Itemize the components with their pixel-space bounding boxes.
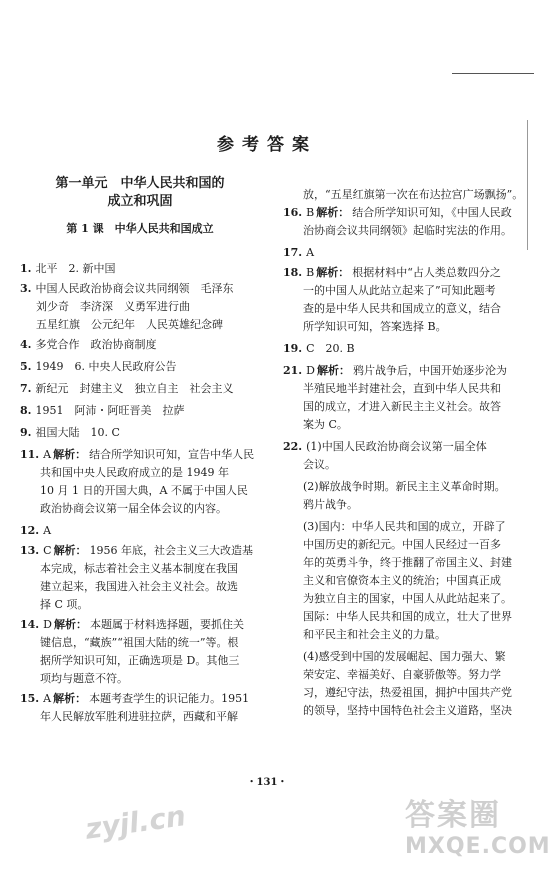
question-number: 8.: [20, 404, 32, 417]
question-number: 11.: [20, 448, 40, 461]
answer-text: 刘少奇 李济深 义勇军进行曲: [36, 300, 190, 313]
answer-line: [20, 448, 260, 462]
answer-text: A: [43, 524, 52, 537]
answer-line: [283, 206, 525, 220]
answer-letter: B: [306, 206, 315, 219]
answer-text: 半殖民地半封建社会，直到中华人民共和: [303, 382, 501, 395]
answer-text: 的领导，坚持中国特色社会主义道路，坚决: [303, 704, 512, 717]
answer-line: [20, 360, 260, 374]
answer-text: 键信息，“藏族”“祖国大陆的统一”等。根: [40, 636, 239, 649]
analysis-tag: 解析：: [316, 266, 350, 279]
analysis-text: 1956 年底，社会主义三大改造基: [89, 544, 254, 557]
answer-letter: D: [43, 618, 52, 631]
answer-text: (3)国内：中华人民共和国的成立，开辟了: [303, 520, 506, 533]
answer-text: 五星红旗 公元纪年 人民英雄纪念碑: [36, 318, 223, 331]
analysis-text: 本题考查学生的识记能力。1951: [89, 692, 250, 705]
answer-line: [20, 544, 260, 558]
answer-line: [36, 318, 276, 332]
answer-line: [303, 320, 545, 334]
answer-letter: C: [43, 544, 52, 557]
lesson-heading: 第 1 课 中华人民共和国成立: [66, 222, 214, 235]
answer-line: [20, 338, 260, 352]
answer-text: 一的中国人从此站立起来了”可知此题考: [303, 284, 496, 297]
answer-line: [303, 610, 545, 624]
question-number: 21.: [283, 364, 303, 377]
answer-line: [303, 628, 545, 642]
question-number: 19.: [283, 342, 303, 355]
question-number: 16.: [283, 206, 303, 219]
answer-line: [303, 418, 545, 432]
analysis-text: 结合所学知识可知，宣告中华人民: [89, 448, 255, 461]
answer-text: 治协商会议共同纲领》起临时宪法的作用。: [303, 224, 512, 237]
answer-line: [36, 300, 276, 314]
answer-text: 1951 阿沛・阿旺晋美 拉萨: [35, 404, 185, 417]
answer-text: 所学知识可知，答案选择 B。: [303, 320, 447, 333]
answer-line: [20, 618, 260, 632]
answer-line: [303, 650, 545, 664]
analysis-tag: 解析：: [53, 448, 87, 461]
answer-text: 荣安定、幸福美好、自豪骄傲等。努力学: [303, 668, 501, 681]
answer-line: [20, 426, 260, 440]
analysis-tag: 解析：: [53, 692, 87, 705]
answer-line: [303, 188, 545, 202]
answer-line: [303, 538, 545, 552]
watermark-left: zyjl.cn: [83, 799, 188, 846]
answer-letter: A: [43, 448, 52, 461]
answer-text: 放，“五星红旗第一次在布达拉宫广场飘扬”。: [303, 188, 524, 201]
answer-line: [303, 480, 545, 494]
answer-line: [303, 556, 545, 570]
answer-text: 和平民主和社会主义的力量。: [303, 628, 446, 641]
answer-text: 为独立自主的国家，中国人从此站起来了。: [303, 592, 512, 605]
analysis-tag: 解析：: [53, 618, 87, 631]
answer-text: 鸦片战争。: [303, 498, 358, 511]
answer-text: A: [306, 246, 315, 259]
analysis-text: 鸦片战争后，中国开始逐步沦为: [352, 364, 507, 377]
answer-text: 共和国中央人民政府成立的是 1949 年: [40, 466, 229, 479]
answer-line: [303, 520, 545, 534]
answer-text: 据所学知识可知，正确选项是 D。其他三: [40, 654, 240, 667]
answer-text: 主义和官僚资本主义的统治；中国真正成: [303, 574, 501, 587]
answer-line: [283, 342, 525, 356]
answer-text: 年的英勇斗争，终于推翻了帝国主义、封建: [303, 556, 512, 569]
analysis-text: 本题属于材料选择题，要抓住关: [89, 618, 244, 631]
answer-line: [40, 710, 280, 724]
analysis-text: 根据材料中“占人类总数四分之: [352, 266, 501, 279]
answer-line: [40, 636, 280, 650]
question-number: 4.: [20, 338, 32, 351]
analysis-tag: 解析：: [316, 206, 350, 219]
answer-line: [20, 262, 260, 276]
question-number: 1.: [20, 262, 32, 275]
answer-line: [40, 502, 280, 516]
question-number: 12.: [20, 524, 40, 537]
answer-text: (2)解放战争时期。新民主主义革命时期。: [303, 480, 506, 493]
analysis-text: 结合所学知识可知，《中国人民政: [352, 206, 512, 219]
answer-line: [40, 562, 280, 576]
page-title: 参考答案: [217, 135, 317, 155]
answer-text: 建立起来，我国进入社会主义社会。故选: [40, 580, 238, 593]
answer-line: [303, 400, 545, 414]
answer-line: [303, 498, 545, 512]
analysis-tag: 解析：: [53, 544, 87, 557]
answer-text: (1)中国人民政治协商会议第一届全体: [306, 440, 487, 453]
question-number: 22.: [283, 440, 303, 453]
page-number: ・131・: [246, 777, 288, 788]
answer-text: 择 C 项。: [40, 598, 89, 611]
answer-line: [20, 524, 260, 538]
answer-line: [303, 668, 545, 682]
answer-text: 政治协商会议第一届全体会议的内容。: [40, 502, 227, 515]
answer-line: [40, 672, 280, 686]
answer-text: 国际：中华人民共和国的成立，壮大了世界: [303, 610, 512, 623]
answer-text: 国的成立，才进入新民主主义社会。故答: [303, 400, 501, 413]
answer-line: [40, 466, 280, 480]
answer-text: 习，遵纪守法，热爱祖国，拥护中国共产党: [303, 686, 512, 699]
answer-line: [303, 302, 545, 316]
answer-line: [40, 484, 280, 498]
watermark-right-top: 答案圈: [405, 798, 501, 833]
unit-heading-line-1: 第一单元 中华人民共和国的: [55, 176, 225, 191]
answer-line: [303, 382, 545, 396]
answer-line: [303, 458, 545, 472]
question-number: 9.: [20, 426, 32, 439]
answer-line: [283, 266, 525, 280]
answer-text: 中国人民政治协商会议共同纲领 毛泽东: [35, 282, 234, 295]
answer-text: 项均与题意不符。: [40, 672, 128, 685]
watermark-right-bottom: MXQE.COM: [405, 834, 551, 859]
watermark-right: [405, 790, 551, 859]
analysis-tag: 解析：: [316, 364, 350, 377]
question-number: 18.: [283, 266, 303, 279]
question-number: 3.: [20, 282, 32, 295]
answer-line: [303, 686, 545, 700]
answer-text: 多党合作 政治协商制度: [35, 338, 157, 351]
question-number: 7.: [20, 382, 32, 395]
question-number: 17.: [283, 246, 303, 259]
answer-text: 1949 6. 中央人民政府公告: [35, 360, 177, 373]
answer-line: [283, 440, 525, 454]
answer-line: [20, 692, 260, 706]
answer-line: [40, 654, 280, 668]
answer-text: 本完成，标志着社会主义基本制度在我国: [40, 562, 238, 575]
answer-line: [283, 364, 525, 378]
answer-text: 年人民解放军胜利进驻拉萨，西藏和平解: [40, 710, 238, 723]
answer-text: 新纪元 封建主义 独立自主 社会主义: [35, 382, 234, 395]
question-number: 15.: [20, 692, 40, 705]
answer-text: (4)感受到中国的发展崛起、国力强大、繁: [303, 650, 506, 663]
answer-line: [303, 284, 545, 298]
answer-line: [20, 282, 260, 296]
question-number: 14.: [20, 618, 40, 631]
top-rule: [452, 73, 534, 74]
answer-text: 中国历史的新纪元。中国人民经过一百多: [303, 538, 501, 551]
answer-text: 祖国大陆 10. C: [35, 426, 120, 439]
answer-line: [303, 224, 545, 238]
question-number: 5.: [20, 360, 32, 373]
answer-text: 查的是中华人民共和国成立的意义，结合: [303, 302, 501, 315]
answer-line: [303, 592, 545, 606]
unit-heading-line-2: 成立和巩固: [107, 194, 173, 209]
answer-text: 会议。: [303, 458, 336, 471]
answer-line: [40, 598, 280, 612]
answer-line: [40, 580, 280, 594]
answer-line: [283, 246, 525, 260]
answer-text: C 20. B: [306, 342, 355, 355]
answer-line: [20, 404, 260, 418]
answer-letter: A: [43, 692, 52, 705]
answer-letter: B: [306, 266, 315, 279]
question-number: 13.: [20, 544, 40, 557]
answer-line: [303, 574, 545, 588]
answer-line: [20, 382, 260, 396]
answer-line: [303, 704, 545, 718]
answer-text: 案为 C。: [303, 418, 348, 431]
answer-text: 10 月 1 日的开国大典，A 不属于中国人民: [40, 484, 248, 497]
answer-text: 北平 2. 新中国: [35, 262, 116, 275]
answer-letter: D: [306, 364, 315, 377]
